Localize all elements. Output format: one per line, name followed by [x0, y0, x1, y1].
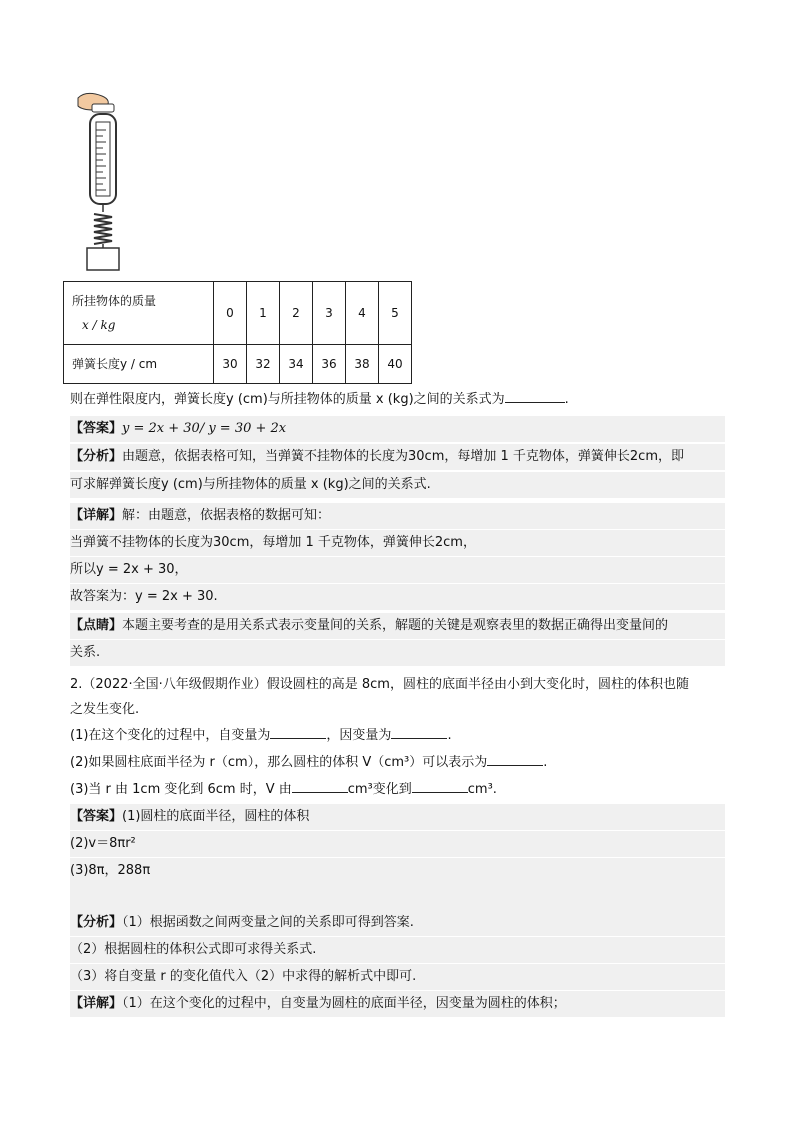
y-cell: 36 [313, 345, 346, 384]
q2-answer-line2: (2)v＝8πr² [70, 831, 725, 857]
q2-answer-line3: (3)8π，288π [70, 858, 725, 884]
x-cell: 2 [280, 282, 313, 345]
q2-stem-line1: 2.（2022·全国·八年级假期作业）假设圆柱的高是 8cm，圆柱的底面半径由小到大变化时，圆柱的体积也随 [70, 677, 689, 692]
q1-detail-line4: 故答案为：y = 2x + 30. [70, 584, 725, 610]
x-cell: 3 [313, 282, 346, 345]
x-cell: 5 [379, 282, 412, 345]
mass-length-table [63, 281, 412, 384]
q2-answer-spacer [70, 884, 725, 910]
y-cell: 40 [379, 345, 412, 384]
q2-part3: (3)当 r 由 1cm 变化到 6cm 时，V 由 cm³变化到 cm³. [70, 782, 497, 797]
q2-stem-line2: 之发生变化. [70, 702, 140, 717]
mass-header-label: 所挂物体的质量 [72, 294, 157, 308]
y-cell: 32 [247, 345, 280, 384]
answer-blank [487, 753, 543, 766]
q1-analysis-line1: 【分析】由题意，依据表格可知，当弹簧不挂物体的长度为30cm，每增加 1 千克物体，弹簧伸长2cm，即 [70, 444, 725, 470]
y-cell: 34 [280, 345, 313, 384]
q2-analysis-line3: （3）将自变量 r 的变化值代入（2）中求得的解析式中即可. [70, 964, 725, 990]
q2-analysis-line2: （2）根据圆柱的体积公式即可求得关系式. [70, 937, 725, 963]
answer-blank [391, 726, 447, 739]
q1-detail-line2: 当弹簧不挂物体的长度为30cm，每增加 1 千克物体，弹簧伸长2cm， [70, 530, 725, 556]
q2-detail-line1: 【详解】（1）在这个变化的过程中，自变量为圆柱的底面半径，因变量为圆柱的体积； [70, 991, 725, 1017]
q2-analysis-line1: 【分析】（1）根据函数之间两变量之间的关系即可得到答案. [70, 910, 725, 936]
answer-blank [270, 726, 326, 739]
q2-part1: (1)在这个变化的过程中，自变量为 ，因变量为 . [70, 728, 452, 743]
q1-analysis-line2: 可求解弹簧长度y (cm)与所挂物体的质量 x (kg)之间的关系式. [70, 472, 725, 498]
y-cell: 38 [346, 345, 379, 384]
answer-blank [505, 390, 565, 403]
q1-answer: 【答案】y = 2x + 30/ y = 30 + 2x [70, 416, 725, 442]
q1-comment-line2: 关系. [70, 640, 725, 666]
table-row [64, 345, 412, 384]
x-cell: 4 [346, 282, 379, 345]
answer-blank [292, 780, 348, 793]
q1-question: 则在弹性限度内，弹簧长度y (cm)与所挂物体的质量 x (kg)之间的关系式为 . [70, 392, 569, 407]
q2-answer-line1: 【答案】(1)圆柱的底面半径，圆柱的体积 [70, 804, 725, 830]
x-cell: 1 [247, 282, 280, 345]
x-cell: 0 [214, 282, 247, 345]
table-row [64, 282, 412, 345]
mass-header-unit: x / kg [82, 318, 116, 332]
q2-part2: (2)如果圆柱底面半径为 r（cm），那么圆柱的体积 V（cm³）可以表示为 . [70, 755, 548, 770]
q1-comment-line1: 【点睛】本题主要考查的是用关系式表示变量间的关系，解题的关键是观察表里的数据正确得出变量间的 [70, 613, 725, 639]
answer-blank [412, 780, 468, 793]
q1-detail-line3: 所以y = 2x + 30， [70, 557, 725, 583]
spring-scale-figure [72, 92, 132, 272]
mass-header-cell [64, 282, 214, 345]
length-header-cell: 弹簧长度y / cm [64, 345, 214, 384]
y-cell: 30 [214, 345, 247, 384]
q1-detail-line1: 【详解】解：由题意，依据表格的数据可知： [70, 503, 725, 529]
